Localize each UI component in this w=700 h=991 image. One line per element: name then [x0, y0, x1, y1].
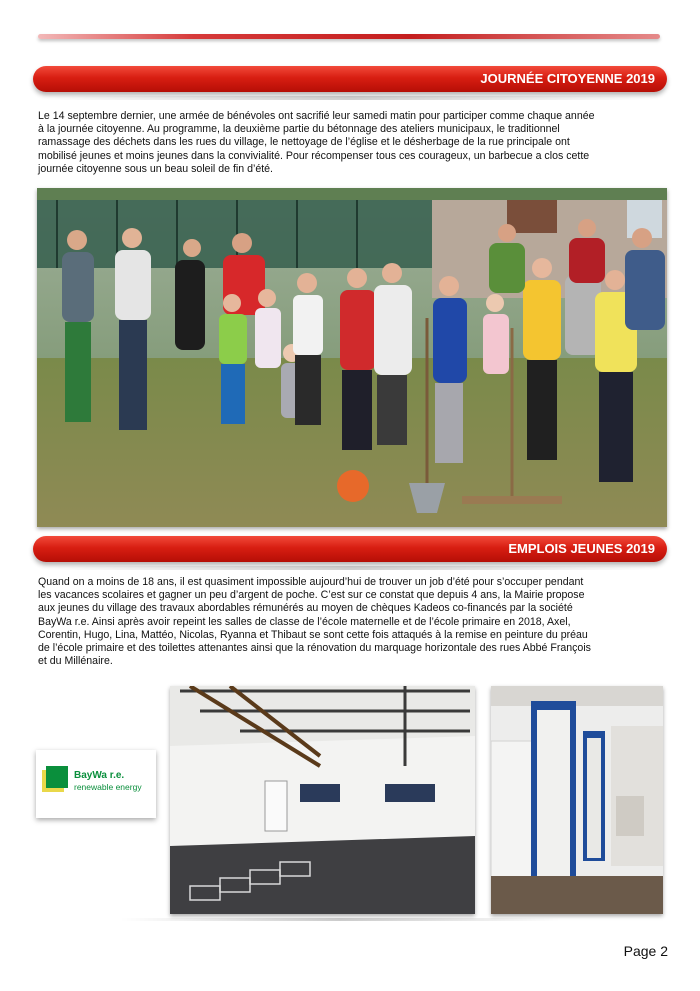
paragraph-line: et du Millénaire.: [38, 655, 113, 668]
section-title-journee: JOURNÉE CITOYENNE 2019: [480, 71, 655, 86]
paragraph-line: Le 14 septembre dernier, une armée de bénévoles ont sacrifié leur samedi matin pour participer comme chaque année: [38, 110, 595, 122]
paragraph-line: mobilisé jeunes et moins jeunes dans la convivialité. Pour récompenser tous ces courageux, un barbecue a clos cette: [38, 149, 590, 162]
group-photo: [37, 188, 667, 527]
paragraph-line: de l’école primaire et des toilettes attenantes ainsi que la rénovation du marquage horizontale des rues Abbé François: [38, 642, 591, 655]
paragraph-line: les vacances scolaires et gagner un peu d’argent de poche. C’est sur ce constat que depuis 4 ans, la Mairie propose: [38, 589, 585, 602]
paragraph-line: Corentin, Hugo, Lina, Mattéo, Nicolas, Ryanna et Thibaut se sont cette fois attaqués à la remise en peinture du préau: [38, 628, 588, 641]
paragraph-line: journée citoyenne sous un beau soleil de fin d’été.: [38, 162, 273, 175]
paragraph-line: BayWa r.e. Ainsi après avoir repeint les salles de classe de l’école maternelle et de l’école primaire en 2018, Axel,: [38, 615, 571, 628]
top-decorative-rule: [38, 34, 660, 39]
section-title-emplois: EMPLOIS JEUNES 2019: [508, 541, 655, 556]
page-number: Page 2: [623, 943, 668, 959]
banner-shadow: [45, 566, 655, 570]
preau-photo: [170, 686, 475, 914]
logo-tagline: renewable energy: [74, 782, 142, 792]
paragraph-line: à la journée citoyenne. Au programme, la deuxième partie du bétonnage des ateliers municipaux, le traditionnel: [38, 123, 560, 136]
paragraph-line: aux jeunes du village des travaux abordables rémunérés au moyen de chèques Kadeos co-financés par la société: [38, 602, 573, 615]
paragraph-emplois: [38, 576, 662, 668]
paragraph-journee: [38, 110, 662, 176]
section-banner-journee: [33, 66, 667, 92]
paragraph-line: Quand on a moins de 18 ans, il est quasiment impossible aujourd’hui de trouver un job d’été pour s’occuper pendant: [38, 576, 584, 588]
paragraph-line: ramassage des déchets dans les rues du village, le nettoyage de l’église et le désherbage de la rue principale ont: [38, 136, 570, 149]
toilets-photo: [491, 686, 663, 914]
banner-shadow: [45, 96, 655, 100]
baywa-logo: [36, 750, 156, 818]
section-banner-emplois: [33, 536, 667, 562]
bottom-decorative-rule: [120, 918, 560, 921]
logo-brand: BayWa r.e.: [74, 770, 125, 781]
